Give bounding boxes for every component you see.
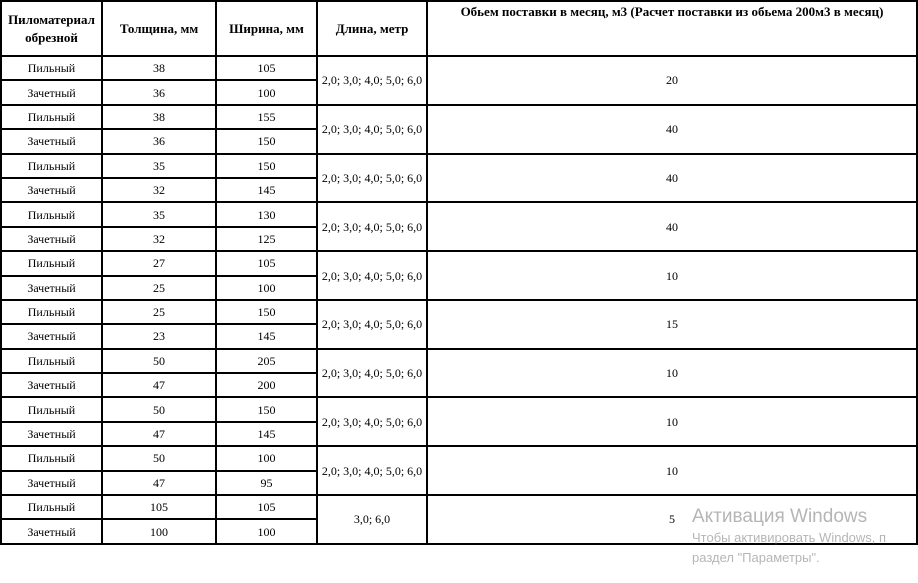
header-thickness: Толщина, мм xyxy=(102,1,216,56)
cell-thickness: 36 xyxy=(102,129,216,153)
cell-volume: 40 xyxy=(427,154,917,203)
cell-material-type: Пильный xyxy=(1,446,102,470)
cell-thickness: 105 xyxy=(102,495,216,519)
windows-activation-watermark xyxy=(692,506,918,568)
cell-length: 3,0; 6,0 xyxy=(317,495,427,544)
cell-material-type: Пильный xyxy=(1,495,102,519)
cell-width: 95 xyxy=(216,471,317,495)
cell-material-type: Пильный xyxy=(1,202,102,226)
cell-thickness: 32 xyxy=(102,178,216,202)
cell-material-type: Зачетный xyxy=(1,276,102,300)
cell-volume: 10 xyxy=(427,349,917,398)
table-row xyxy=(1,397,917,421)
cell-material-type: Зачетный xyxy=(1,519,102,543)
cell-material-type: Зачетный xyxy=(1,178,102,202)
cell-length: 2,0; 3,0; 4,0; 5,0; 6,0 xyxy=(317,154,427,203)
table-row xyxy=(1,202,917,226)
cell-thickness: 35 xyxy=(102,154,216,178)
cell-material-type: Пильный xyxy=(1,349,102,373)
cell-width: 100 xyxy=(216,80,317,104)
cell-volume: 10 xyxy=(427,397,917,446)
cell-thickness: 35 xyxy=(102,202,216,226)
cell-thickness: 47 xyxy=(102,373,216,397)
watermark-line-1: Чтобы активировать Windows, п xyxy=(692,530,887,545)
cell-length: 2,0; 3,0; 4,0; 5,0; 6,0 xyxy=(317,300,427,349)
cell-width: 150 xyxy=(216,300,317,324)
cell-thickness: 47 xyxy=(102,471,216,495)
cell-material-type: Пильный xyxy=(1,154,102,178)
cell-thickness: 32 xyxy=(102,227,216,251)
cell-thickness: 50 xyxy=(102,397,216,421)
cell-material-type: Зачетный xyxy=(1,422,102,446)
cell-thickness: 25 xyxy=(102,300,216,324)
cell-width: 150 xyxy=(216,397,317,421)
table-body xyxy=(1,56,917,544)
header-width: Ширина, мм xyxy=(216,1,317,56)
header-volume: Обьем поставки в месяц, м3 (Расчет поставки из обьема 200м3 в месяц) xyxy=(427,1,917,56)
table-row xyxy=(1,300,917,324)
cell-material-type: Зачетный xyxy=(1,324,102,348)
cell-volume: 5 xyxy=(427,495,917,544)
cell-width: 105 xyxy=(216,56,317,80)
watermark-line-2: раздел "Параметры". xyxy=(692,550,820,565)
table-row xyxy=(1,349,917,373)
cell-volume: 10 xyxy=(427,446,917,495)
cell-width: 155 xyxy=(216,105,317,129)
cell-volume: 15 xyxy=(427,300,917,349)
cell-material-type: Зачетный xyxy=(1,80,102,104)
cell-thickness: 27 xyxy=(102,251,216,275)
cell-thickness: 23 xyxy=(102,324,216,348)
cell-material-type: Зачетный xyxy=(1,227,102,251)
cell-material-type: Зачетный xyxy=(1,471,102,495)
cell-width: 145 xyxy=(216,324,317,348)
cell-length: 2,0; 3,0; 4,0; 5,0; 6,0 xyxy=(317,251,427,300)
cell-material-type: Пильный xyxy=(1,251,102,275)
cell-material-type: Пильный xyxy=(1,300,102,324)
cell-length: 2,0; 3,0; 4,0; 5,0; 6,0 xyxy=(317,397,427,446)
cell-width: 105 xyxy=(216,495,317,519)
table-row xyxy=(1,154,917,178)
cell-thickness: 36 xyxy=(102,80,216,104)
cell-width: 130 xyxy=(216,202,317,226)
cell-width: 145 xyxy=(216,178,317,202)
cell-width: 105 xyxy=(216,251,317,275)
cell-material-type: Пильный xyxy=(1,56,102,80)
cell-material-type: Пильный xyxy=(1,105,102,129)
cell-thickness: 47 xyxy=(102,422,216,446)
cell-width: 100 xyxy=(216,519,317,543)
cell-width: 150 xyxy=(216,154,317,178)
cell-thickness: 100 xyxy=(102,519,216,543)
cell-width: 200 xyxy=(216,373,317,397)
table-row xyxy=(1,251,917,275)
cell-length: 2,0; 3,0; 4,0; 5,0; 6,0 xyxy=(317,105,427,154)
cell-length: 2,0; 3,0; 4,0; 5,0; 6,0 xyxy=(317,56,427,105)
cell-volume: 40 xyxy=(427,105,917,154)
cell-material-type: Пильный xyxy=(1,397,102,421)
cell-material-type: Зачетный xyxy=(1,373,102,397)
table-header-row xyxy=(1,1,917,56)
cell-width: 100 xyxy=(216,276,317,300)
header-length: Длина, метр xyxy=(317,1,427,56)
cell-thickness: 25 xyxy=(102,276,216,300)
table-row xyxy=(1,446,917,470)
table-row xyxy=(1,105,917,129)
cell-width: 150 xyxy=(216,129,317,153)
cell-width: 100 xyxy=(216,446,317,470)
cell-length: 2,0; 3,0; 4,0; 5,0; 6,0 xyxy=(317,446,427,495)
watermark-title: Активация Windows xyxy=(692,506,868,527)
cell-volume: 20 xyxy=(427,56,917,105)
cell-width: 145 xyxy=(216,422,317,446)
cell-thickness: 38 xyxy=(102,105,216,129)
cell-thickness: 50 xyxy=(102,446,216,470)
cell-length: 2,0; 3,0; 4,0; 5,0; 6,0 xyxy=(317,202,427,251)
header-material: Пиломатериал обрезной xyxy=(1,1,102,56)
table-row xyxy=(1,56,917,80)
cell-width: 205 xyxy=(216,349,317,373)
cell-volume: 40 xyxy=(427,202,917,251)
cell-thickness: 50 xyxy=(102,349,216,373)
cell-length: 2,0; 3,0; 4,0; 5,0; 6,0 xyxy=(317,349,427,398)
cell-volume: 10 xyxy=(427,251,917,300)
cell-material-type: Зачетный xyxy=(1,129,102,153)
cell-width: 125 xyxy=(216,227,317,251)
cell-thickness: 38 xyxy=(102,56,216,80)
